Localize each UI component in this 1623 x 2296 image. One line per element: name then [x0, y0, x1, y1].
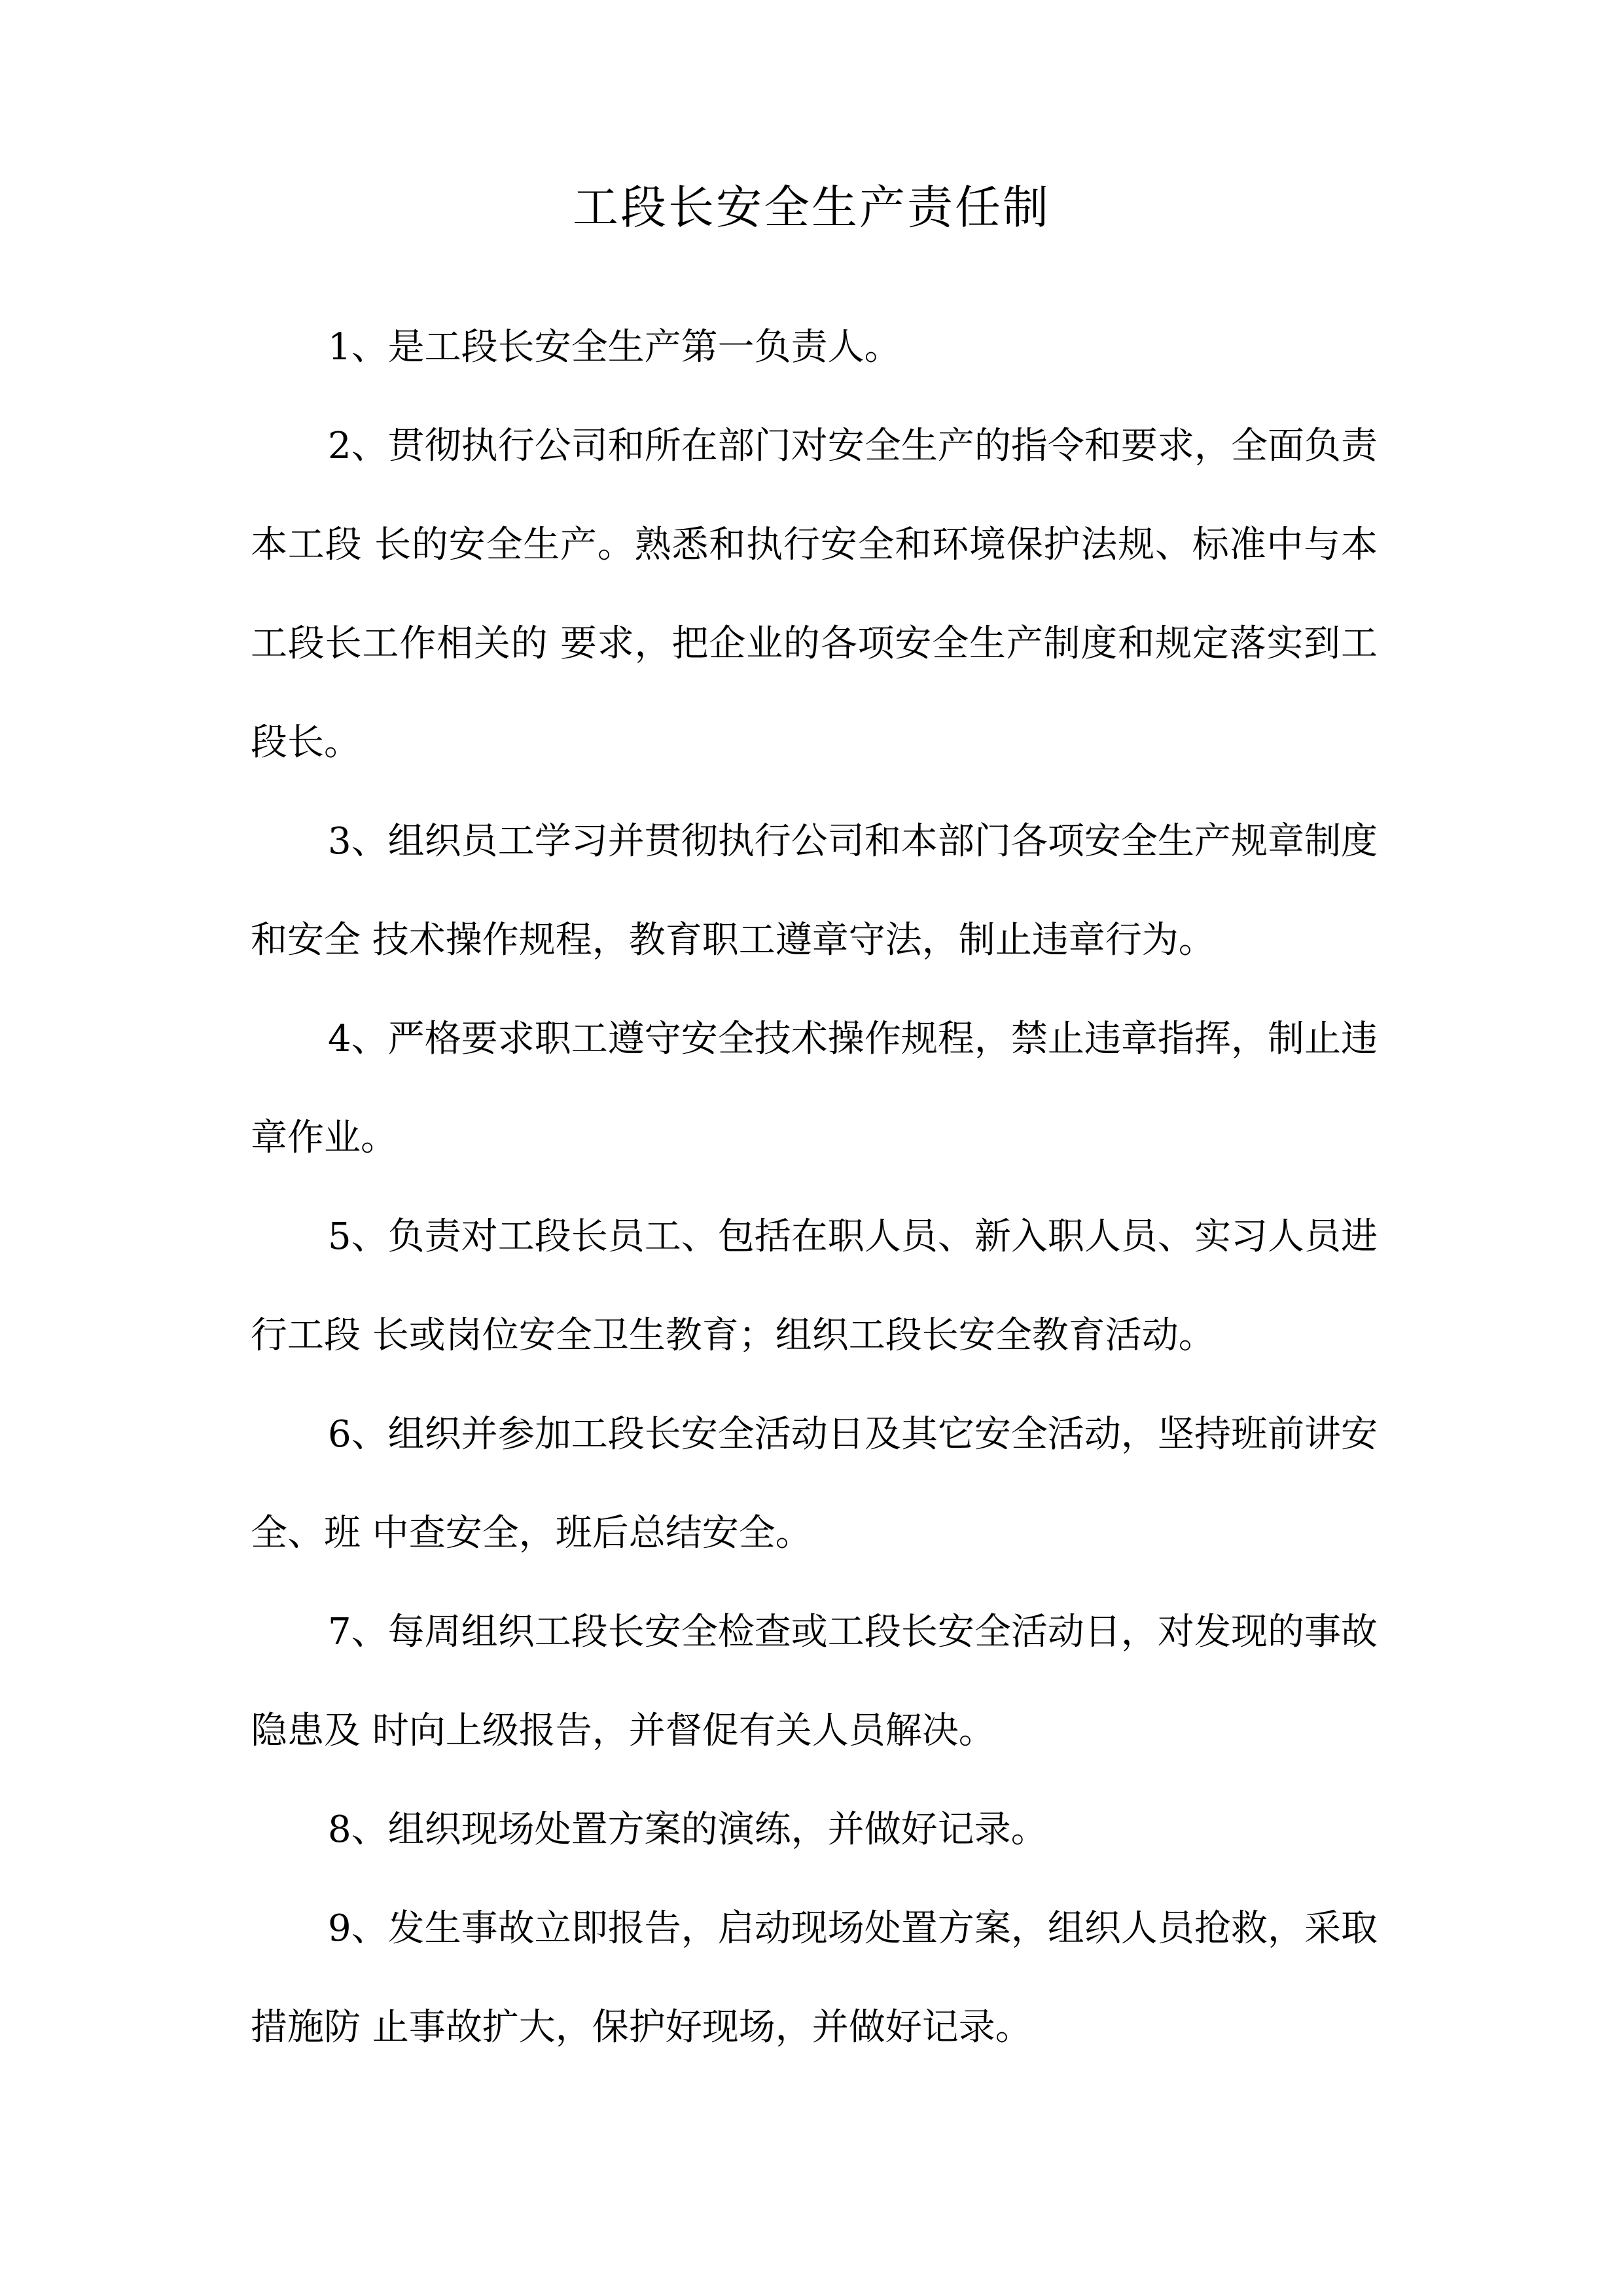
clause-item: 5、负责对工段长员工、包括在职人员、新入职人员、实习人员进行工段 长或岗位安全卫生教育；组织工段长安全教育活动。	[251, 1215, 1378, 1357]
document-title: 工段长安全生产责任制	[573, 181, 1050, 234]
clause-item: 8、组织现场处置方案的演练，并做好记录。	[328, 1808, 1048, 1851]
clause-item: 4、严格要求职工遵守安全技术操作规程，禁止违章指挥，制止违章作业。	[251, 1018, 1378, 1159]
clause-item: 1、是工段长安全生产第一负责人。	[328, 326, 901, 368]
clause-item: 6、组织并参加工段长安全活动日及其它安全活动，坚持班前讲安全、班 中查安全，班后总结安全。	[251, 1413, 1378, 1554]
clause-item: 3、组织员工学习并贯彻执行公司和本部门各项安全生产规章制度和安全 技术操作规程，教育职工遵章守法，制止违章行为。	[251, 820, 1378, 961]
clause-list	[251, 298, 1378, 2077]
clause-item: 2、贯彻执行公司和所在部门对安全生产的指令和要求，全面负责本工段 长的安全生产。熟悉和执行安全和环境保护法规、标准中与本工段长工作相关的 要求，把企业的各项安全生产制度和规定落实到工段长。	[251, 425, 1378, 764]
clause-item: 7、每周组织工段长安全检查或工段长安全活动日，对发现的事故隐患及 时向上级报告，并督促有关人员解决。	[251, 1611, 1378, 1752]
clause-item: 9、发生事故立即报告，启动现场处置方案，组织人员抢救，采取措施防 止事故扩大，保护好现场，并做好记录。	[251, 1907, 1378, 2049]
